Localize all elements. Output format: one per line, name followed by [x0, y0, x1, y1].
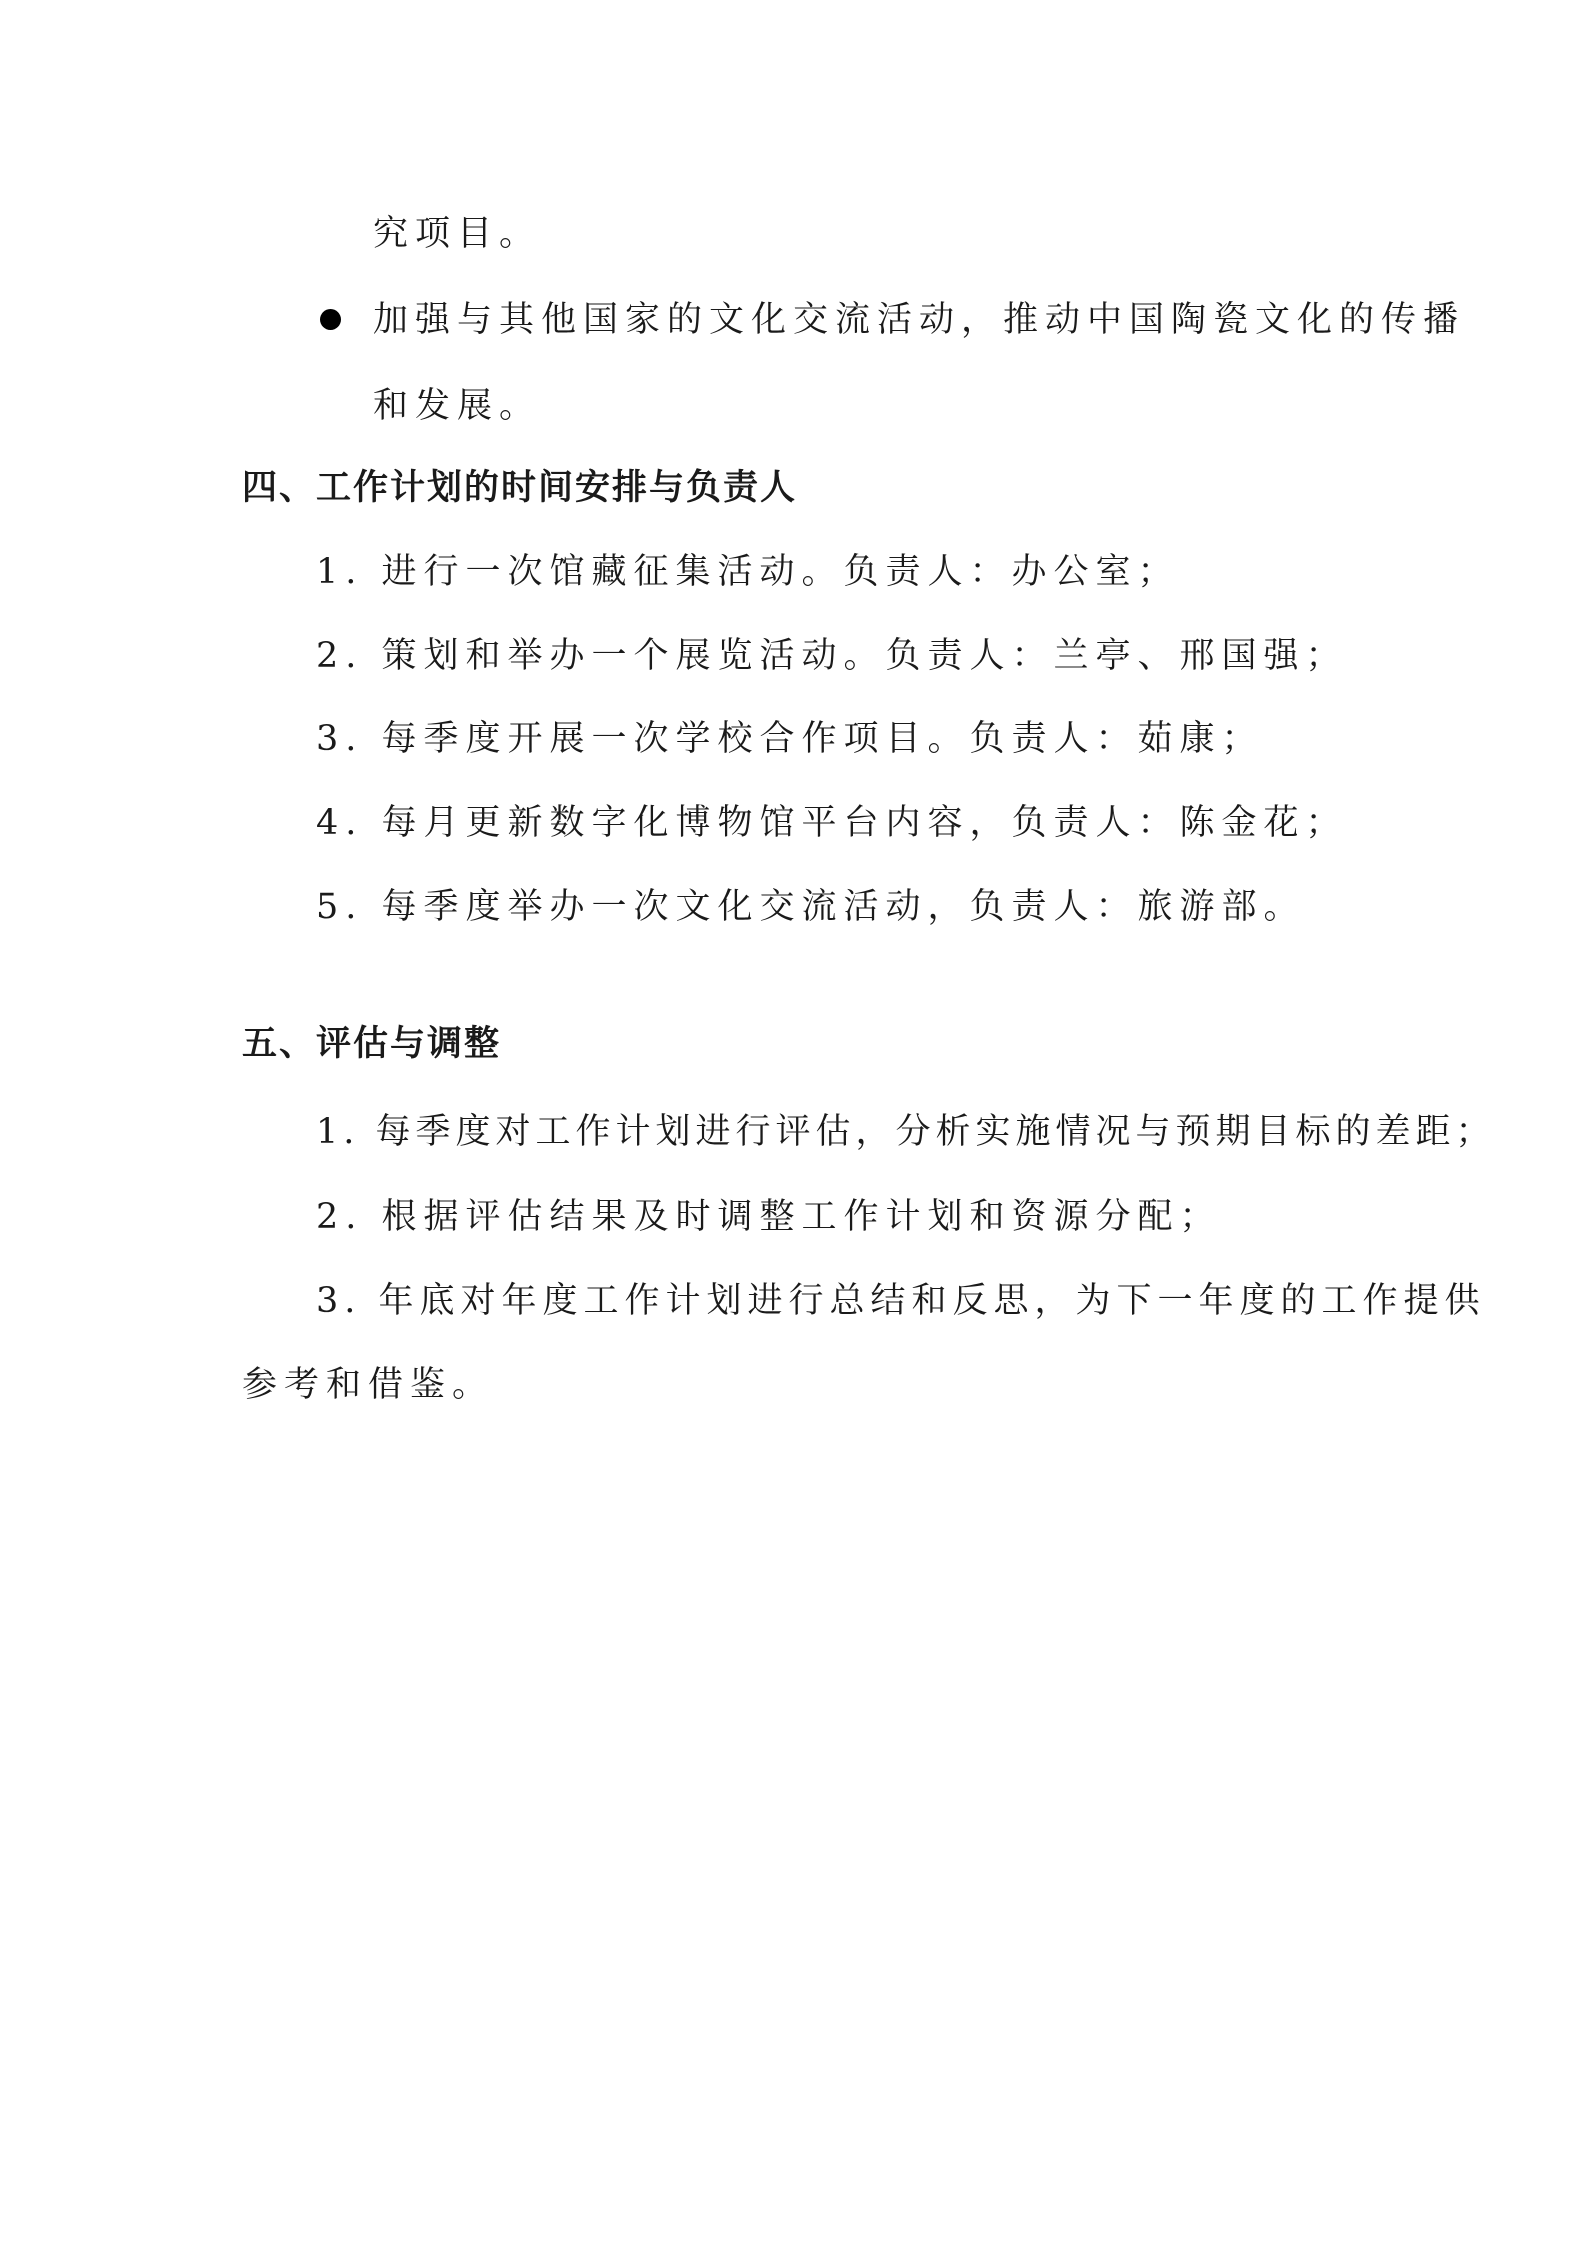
section5-item-3-continuation: 参考和借鉴。 [242, 1365, 495, 1405]
section3-bullet-text-line1: 加强与其他国家的文化交流活动，推动中国陶瓷文化的传播 [373, 300, 1466, 340]
section4-item-3: 3. 每季度开展一次学校合作项目。负责人：茹康； [316, 719, 1264, 759]
bullet-icon [320, 309, 341, 330]
section4-item-2: 2. 策划和举办一个展览活动。负责人：兰亭、邢国强； [316, 636, 1348, 676]
section3-bullet-text-line2: 和发展。 [373, 386, 542, 426]
section5-item-3: 3. 年底对年度工作计划进行总结和反思，为下一年度的工作提供 [316, 1281, 1486, 1321]
section4-item-5: 5. 每季度举办一次文化交流活动，负责人：旅游部。 [316, 887, 1306, 927]
section5-item-2: 2. 根据评估结果及时调整工作计划和资源分配； [316, 1197, 1222, 1237]
section3-continuation-text: 究项目。 [373, 214, 542, 254]
section5-item-1: 1. 每季度对工作计划进行评估，分析实施情况与预期目标的差距； [316, 1112, 1496, 1152]
section4-item-4: 4. 每月更新数字化博物馆平台内容，负责人：陈金花； [316, 803, 1348, 843]
section4-heading: 四、工作计划的时间安排与负责人 [242, 468, 798, 508]
section4-item-1: 1. 进行一次馆藏征集活动。负责人：办公室； [316, 552, 1180, 592]
section5-heading: 五、评估与调整 [242, 1024, 502, 1064]
